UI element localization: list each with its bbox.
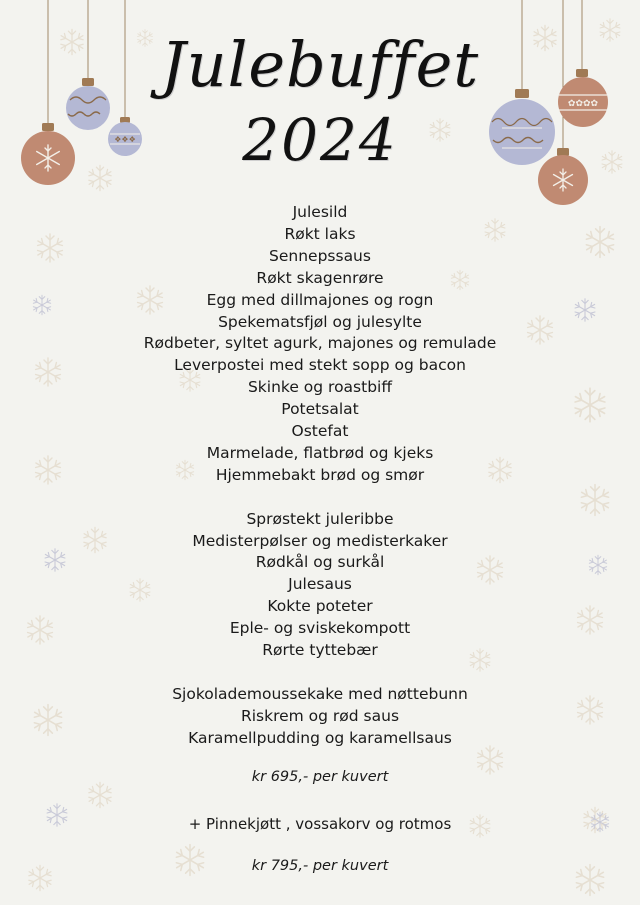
menu-item: Spekematsfjøl og julesylte: [218, 312, 422, 331]
section-spacer: [0, 487, 640, 509]
menu-item: Rørte tyttebær: [262, 641, 378, 660]
menu-item: Julesild: [292, 203, 348, 221]
menu-item: Røkt skagenrøre: [256, 268, 384, 287]
menu-item: Kokte poteter: [267, 597, 373, 616]
menu-item: Riskrem og rød saus: [240, 706, 400, 725]
menu-item: Leverpostei med stekt sopp og bacon: [174, 356, 466, 375]
menu-item: Eple- og sviskekompott: [229, 619, 411, 638]
svg-text:✿✿✿✿: ✿✿✿✿: [567, 99, 599, 109]
menu-item: Potetsalat: [281, 400, 359, 419]
menu-item: Sprøstekt juleribbe: [246, 509, 394, 528]
menu-item: Rødbeter, syltet agurk, majones og remulade: [143, 334, 497, 353]
menu-item: Røkt laks: [284, 224, 356, 243]
page-subtitle-year: 2024: [242, 106, 398, 174]
price-extra: kr 795,- per kuvert: [251, 858, 389, 874]
snowflake-icon: [89, 782, 111, 807]
menu-item: Julesaus: [288, 575, 352, 594]
menu-item: Sjokolademoussekake med nøttebunn: [172, 684, 468, 703]
menu-list: [0, 202, 640, 750]
svg-text:❖❖❖: ❖❖❖: [114, 135, 136, 144]
page-title: Julebuffet: [160, 28, 480, 101]
menu-item: Ostefat: [291, 422, 349, 441]
menu-item: Medisterpølser og medisterkaker: [192, 531, 448, 550]
menu-item: Hjemmebakt brød og smør: [215, 465, 425, 484]
extra-option: + Pinnekjøtt , vossakorv og rotmos: [188, 815, 452, 833]
menu-item: Egg med dillmajones og rogn: [206, 290, 434, 309]
menu-item: Sennepssaus: [269, 246, 371, 265]
menu-item: Karamellpudding og karamellsaus: [188, 728, 452, 747]
menu-item: Skinke og roastbiff: [247, 378, 393, 397]
menu-item: Marmelade, flatbrød og kjeks: [206, 443, 434, 462]
menu-item: Rødkål og surkål: [255, 553, 385, 572]
section-spacer: [0, 662, 640, 684]
price-standard: kr 695,- per kuvert: [251, 769, 389, 785]
